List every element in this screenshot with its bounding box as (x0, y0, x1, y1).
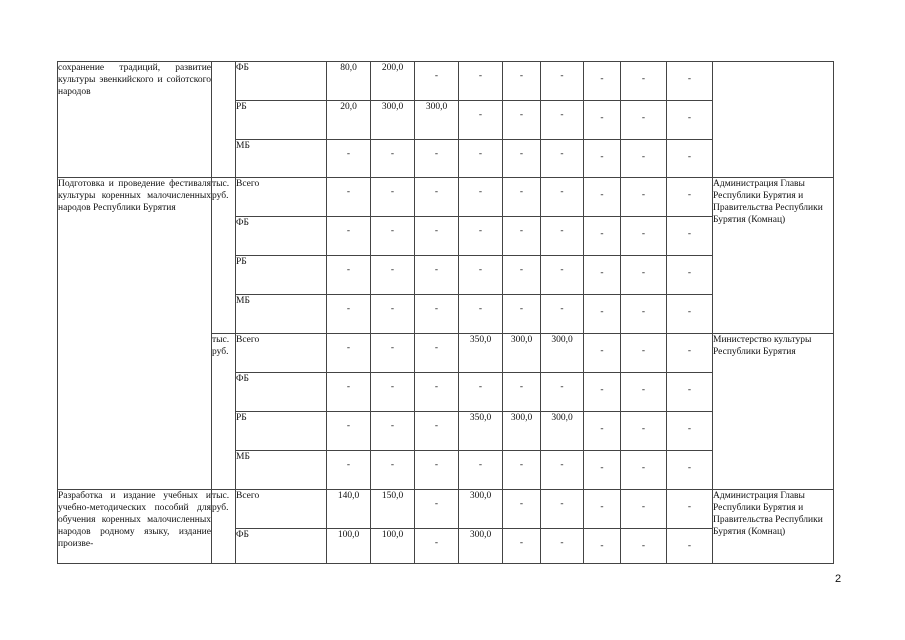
value-cell: - (503, 529, 541, 564)
value-cell: - (327, 256, 371, 295)
value-cell: - (327, 451, 371, 490)
value-cell: - (584, 529, 621, 564)
value-cell: - (621, 334, 667, 373)
value-cell: - (327, 140, 371, 178)
value-cell: - (415, 217, 459, 256)
value-cell: - (503, 178, 541, 217)
value-cell: 300,0 (541, 334, 584, 373)
value-cell: - (371, 295, 415, 334)
table-row (58, 62, 834, 101)
value-cell: - (327, 217, 371, 256)
value-cell: - (541, 62, 584, 101)
value-cell: - (503, 373, 541, 412)
value-cell: - (459, 256, 503, 295)
funding-source: ФБ (236, 62, 327, 101)
value-cell: - (621, 101, 667, 140)
executor-cell: Администрация Главы Республики Бурятия и Правительства Республики Бурятия (Комнац) (713, 490, 834, 564)
value-cell: - (584, 178, 621, 217)
value-cell: - (459, 178, 503, 217)
value-cell: - (667, 451, 713, 490)
executor-cell: Администрация Главы Республики Бурятия и Правительства Республики Бурятия (Комнац) (713, 178, 834, 334)
funding-source: Всего (236, 334, 327, 373)
value-cell: - (327, 373, 371, 412)
value-cell: - (371, 412, 415, 451)
value-cell: - (459, 217, 503, 256)
value-cell: - (503, 295, 541, 334)
value-cell: - (327, 295, 371, 334)
value-cell: - (667, 217, 713, 256)
value-cell: - (667, 178, 713, 217)
value-cell: - (415, 451, 459, 490)
value-cell: - (327, 334, 371, 373)
unit-cell (212, 62, 236, 178)
value-cell: - (667, 412, 713, 451)
value-cell: - (503, 217, 541, 256)
value-cell: - (584, 451, 621, 490)
funding-source: ФБ (236, 529, 327, 564)
value-cell: - (371, 178, 415, 217)
value-cell: 100,0 (371, 529, 415, 564)
page-number: 2 (835, 573, 842, 585)
value-cell: - (415, 373, 459, 412)
unit-cell: тыс. руб. (212, 334, 236, 490)
table-row (58, 178, 834, 217)
value-cell: - (621, 217, 667, 256)
value-cell: - (503, 451, 541, 490)
value-cell: - (584, 256, 621, 295)
value-cell: - (415, 256, 459, 295)
value-cell: 20,0 (327, 101, 371, 140)
value-cell: - (327, 412, 371, 451)
value-cell: - (584, 140, 621, 178)
value-cell: - (371, 373, 415, 412)
value-cell: - (459, 451, 503, 490)
funding-source: РБ (236, 256, 327, 295)
value-cell: - (584, 373, 621, 412)
value-cell: - (459, 101, 503, 140)
value-cell: - (667, 140, 713, 178)
value-cell: - (503, 140, 541, 178)
measure-description: сохранение традиций, развитие культуры эвенкийского и сойотского народов (58, 62, 212, 178)
funding-source: МБ (236, 295, 327, 334)
value-cell: - (621, 490, 667, 529)
value-cell: - (584, 217, 621, 256)
value-cell: - (584, 295, 621, 334)
value-cell: - (541, 256, 584, 295)
executor-cell (713, 62, 834, 178)
value-cell: 200,0 (371, 62, 415, 101)
value-cell: - (584, 490, 621, 529)
value-cell: - (371, 217, 415, 256)
value-cell: 300,0 (371, 101, 415, 140)
value-cell: - (415, 140, 459, 178)
value-cell: - (667, 101, 713, 140)
value-cell: - (621, 373, 667, 412)
value-cell: 350,0 (459, 412, 503, 451)
value-cell: 80,0 (327, 62, 371, 101)
value-cell: - (503, 101, 541, 140)
value-cell: - (541, 451, 584, 490)
value-cell: - (415, 412, 459, 451)
value-cell: - (503, 490, 541, 529)
value-cell: - (584, 412, 621, 451)
value-cell: 350,0 (459, 334, 503, 373)
measure-description: Разработка и издание учебных и учебно-методических пособий для обучения коренных малочисленных народов родному языку, издание произве- (58, 490, 212, 564)
value-cell: 300,0 (459, 490, 503, 529)
value-cell: - (459, 373, 503, 412)
value-cell: - (621, 529, 667, 564)
value-cell: - (371, 140, 415, 178)
value-cell: - (541, 373, 584, 412)
value-cell: 300,0 (503, 412, 541, 451)
value-cell: - (541, 140, 584, 178)
value-cell: - (667, 529, 713, 564)
value-cell: - (541, 178, 584, 217)
value-cell: - (415, 529, 459, 564)
value-cell: - (541, 101, 584, 140)
value-cell: - (541, 217, 584, 256)
budget-table (57, 61, 834, 564)
value-cell: - (621, 178, 667, 217)
value-cell: - (415, 334, 459, 373)
value-cell: - (667, 373, 713, 412)
funding-source: РБ (236, 412, 327, 451)
value-cell: - (459, 295, 503, 334)
value-cell: - (667, 334, 713, 373)
value-cell: - (667, 295, 713, 334)
value-cell: - (667, 490, 713, 529)
value-cell: - (415, 178, 459, 217)
value-cell: 140,0 (327, 490, 371, 529)
value-cell: 150,0 (371, 490, 415, 529)
value-cell: - (503, 62, 541, 101)
executor-cell: Министерство культуры Республики Бурятия (713, 334, 834, 490)
value-cell: 300,0 (541, 412, 584, 451)
value-cell: - (503, 256, 541, 295)
funding-source: РБ (236, 101, 327, 140)
value-cell: - (584, 334, 621, 373)
value-cell: - (541, 529, 584, 564)
funding-source: Всего (236, 490, 327, 529)
funding-source: ФБ (236, 217, 327, 256)
value-cell: - (415, 490, 459, 529)
value-cell: - (371, 451, 415, 490)
funding-source: МБ (236, 451, 327, 490)
value-cell: - (621, 295, 667, 334)
value-cell: - (584, 101, 621, 140)
value-cell: - (621, 256, 667, 295)
value-cell: - (415, 295, 459, 334)
value-cell: - (459, 62, 503, 101)
value-cell: - (621, 451, 667, 490)
value-cell: - (667, 62, 713, 101)
value-cell: 300,0 (503, 334, 541, 373)
value-cell: 100,0 (327, 529, 371, 564)
value-cell: - (415, 62, 459, 101)
value-cell: 300,0 (415, 101, 459, 140)
value-cell: - (621, 62, 667, 101)
measure-description: Подготовка и проведение фестиваля культуры коренных малочисленных народов Республики Бурятия (58, 178, 212, 490)
table-row (58, 490, 834, 529)
funding-source: Всего (236, 178, 327, 217)
unit-cell: тыс. руб. (212, 490, 236, 564)
value-cell: - (541, 295, 584, 334)
value-cell: - (371, 334, 415, 373)
value-cell: - (584, 62, 621, 101)
value-cell: - (621, 412, 667, 451)
funding-source: МБ (236, 140, 327, 178)
value-cell: - (459, 140, 503, 178)
value-cell: - (371, 256, 415, 295)
value-cell: - (327, 178, 371, 217)
value-cell: 300,0 (459, 529, 503, 564)
value-cell: - (667, 256, 713, 295)
value-cell: - (621, 140, 667, 178)
funding-source: ФБ (236, 373, 327, 412)
unit-cell: тыс. руб. (212, 178, 236, 334)
value-cell: - (541, 490, 584, 529)
